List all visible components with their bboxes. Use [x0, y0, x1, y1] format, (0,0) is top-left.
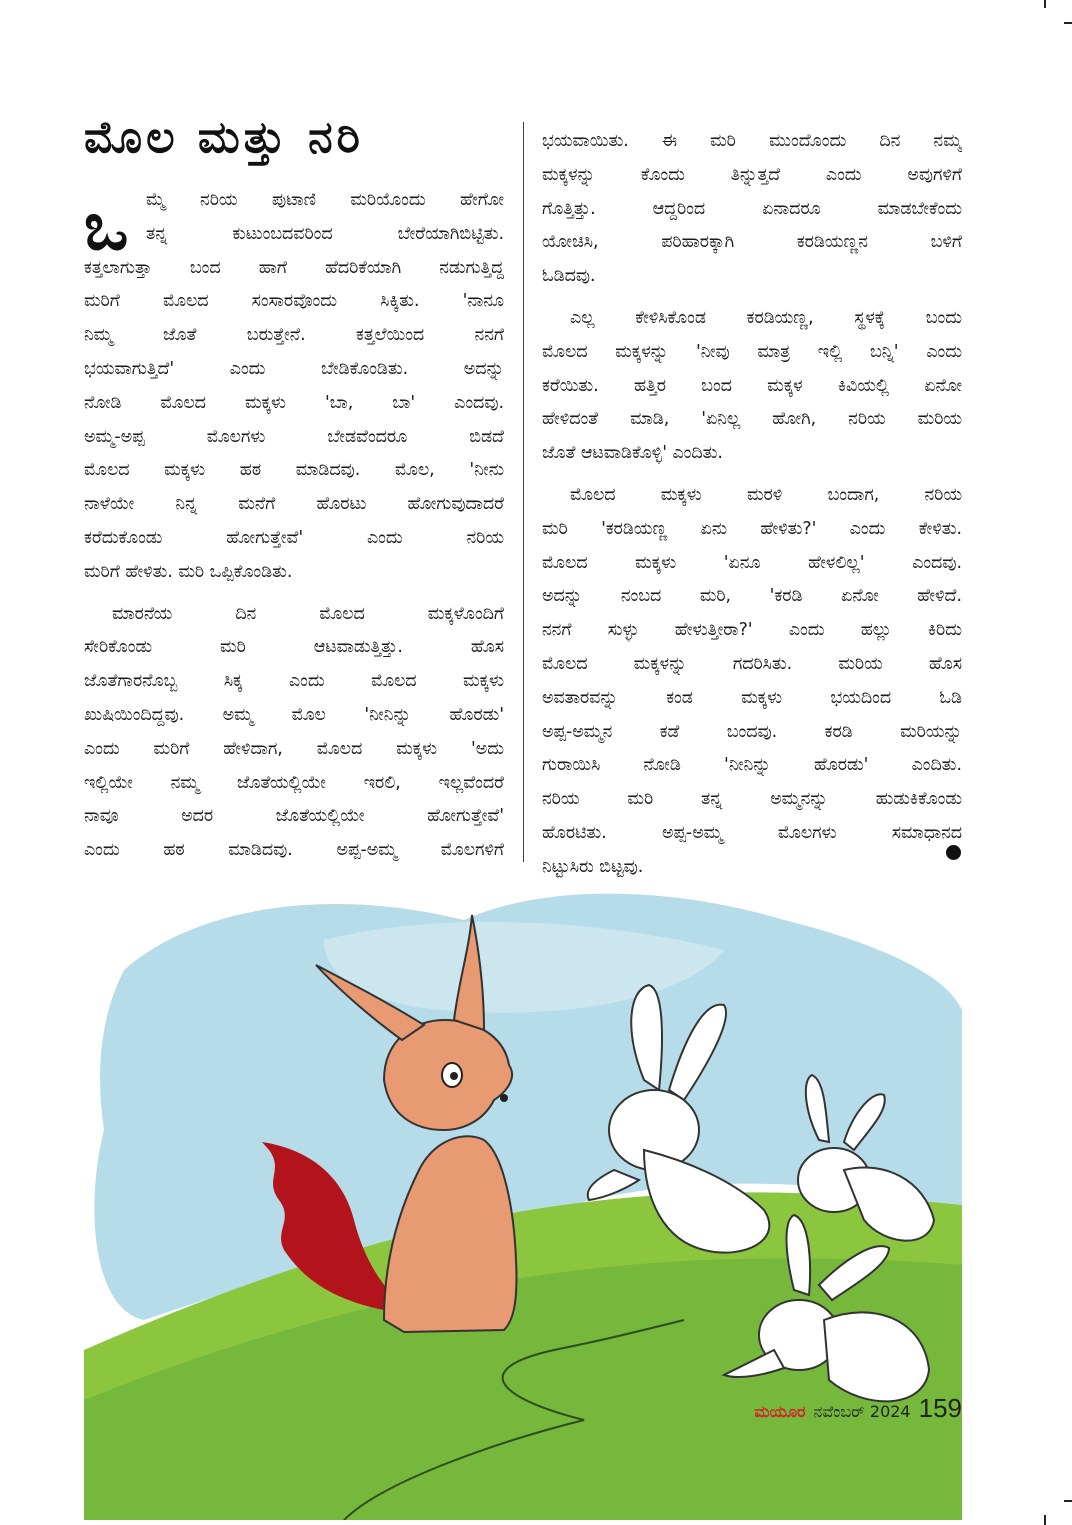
text-line: ತನ್ನ ಕುಟುಂಬದವರಿಂದ ಬೇರೆಯಾಗಿಬಿಟ್ಟಿತು. [146, 223, 504, 244]
crop-mark [1044, 0, 1046, 8]
crop-mark [1064, 22, 1072, 24]
issue-date: ನವೆಂಬರ್ 2024 [813, 1402, 911, 1421]
fox-pupil [450, 1072, 458, 1080]
text-line: ಮರಿ 'ಕರಡಿಯಣ್ಣ ಏನು ಹೇಳಿತು?' ಎಂದು ಕೇಳಿತು. [542, 518, 962, 539]
text-line: ಅಪ್ಪ-ಅಮ್ಮನ ಕಡೆ ಬಂದವು. ಕರಡಿ ಮರಿಯನ್ನು [542, 721, 962, 742]
text-line: ನಿಮ್ಮ ಜೊತೆ ಬರುತ್ತೇನೆ. ಕತ್ತಲೆಯಿಂದ ನನಗೆ [84, 325, 504, 346]
text-line: ಇಲ್ಲಿಯೇ ನಮ್ಮ ಜೊತೆಯಲ್ಲಿಯೇ ಇರಲಿ, ಇಲ್ಲವೆಂದರೆ [84, 772, 504, 793]
page-footer [754, 1393, 962, 1424]
text-line: ಜೊತೆಗಾರನೊಬ್ಬ ಸಿಕ್ಕ ಎಂದು ಮೊಲದ ಮಕ್ಕಳು [84, 671, 504, 692]
text-line: ಓಡಿದವು. [542, 266, 596, 287]
text-line: ಯೋಚಿಸಿ, ಪರಿಹಾರಕ್ಕಾಗಿ ಕರಡಿಯಣ್ಣನ ಬಳಿಗೆ [542, 232, 962, 253]
text-line: ಮೊಲದ ಮಕ್ಕಳು 'ಏನೂ ಹೇಳಲಿಲ್ಲ' ಎಂದವು. [542, 552, 962, 573]
text-line: ಮಕ್ಕಳನ್ನು ಕೊಂದು ತಿನ್ನುತ್ತದೆ ಎಂದು ಅವುಗಳಿಗೆ [542, 164, 962, 185]
text-line: ಮೊಲದ ಮಕ್ಕಳು ಹಠ ಮಾಡಿದವು. ಮೊಲ, 'ನೀನು [84, 460, 504, 481]
page-number: 159 [918, 1393, 962, 1423]
magazine-name: ಮಯೂರ [754, 1402, 806, 1421]
text-line: ಖುಷಿಯಿಂದಿದ್ದವು. ಅಮ್ಮ ಮೊಲ 'ನೀನಿನ್ನು ಹೊರಡು' [84, 704, 504, 725]
text-line: ಹೊರಟಿತು. ಅಪ್ಪ-ಅಮ್ಮ ಮೊಲಗಳು ಸಮಾಧಾನದ [542, 822, 962, 843]
text-line: ಹೇಳಿದಂತೆ ಮಾಡಿ, 'ಏನಿಲ್ಲ ಹೋಗಿ, ನರಿಯ ಮರಿಯ [542, 409, 962, 430]
text-line: ಭಯವಾಗುತ್ತಿದೆ' ಎಂದು ಬೇಡಿಕೊಂಡಿತು. ಅದನ್ನು [84, 358, 504, 379]
text-line: ಕರೆಯಿತು. ಹತ್ತಿರ ಬಂದ ಮಕ್ಕಳ ಕಿವಿಯಲ್ಲಿ ಏನೋ [542, 375, 962, 396]
text-line: ಮರಿಗೆ ಮೊಲದ ಸಂಸಾರವೊಂದು ಸಿಕ್ಕಿತು. 'ನಾನೂ [84, 291, 504, 312]
text-line: ಭಯವಾಯಿತು. ಈ ಮರಿ ಮುಂದೊಂದು ದಿನ ನಮ್ಮ [542, 131, 962, 151]
text-line: ನಿಟ್ಟುಸಿರು ಬಿಟ್ಟವು. [542, 856, 644, 877]
text-line: ಕತ್ತಲಾಗುತ್ತಾ ಬಂದ ಹಾಗೆ ಹೆದರಿಕೆಯಾಗಿ ನಡುಗುತ್ತಿದ್ದ [84, 257, 504, 278]
text-line: ಮೊಲದ ಮಕ್ಕಳನ್ನು ಗದರಿಸಿತು. ಮರಿಯ ಹೊಸ [542, 653, 962, 674]
text-line: ನಾಳೆಯೇ ನಿನ್ನ ಮನೆಗೆ ಹೊರಟು ಹೋಗುವುದಾದರೆ [84, 494, 504, 515]
crop-mark [1064, 1500, 1072, 1502]
text-line: ಅವತಾರವನ್ನು ಕಂಡ ಮಕ್ಕಳು ಭಯದಿಂದ ಓಡಿ [542, 687, 962, 708]
text-line: ಸೇರಿಕೊಂಡು ಮರಿ ಆಟವಾಡುತ್ತಿತ್ತು. ಹೊಸ [84, 637, 504, 658]
text-line: ಮರಿಗೆ ಹೇಳಿತು. ಮರಿ ಒಪ್ಪಿಕೊಂಡಿತು. [84, 561, 293, 582]
right-column [542, 125, 962, 885]
text-line: ಮಾರನೆಯ ದಿನ ಮೊಲದ ಮಕ್ಕಳೊಂದಿಗೆ [112, 603, 504, 624]
crop-mark [1044, 1515, 1046, 1525]
text-line: ನನಗೆ ಸುಳ್ಳು ಹೇಳುತ್ತೀರಾ?' ಎಂದು ಹಲ್ಲು ಕಿರಿದು [542, 620, 962, 641]
text-line: ನರಿಯ ಮರಿ ತನ್ನ ಅಮ್ಮನನ್ನು ಹುಡುಕಿಕೊಂಡು [542, 789, 962, 810]
text-line: ಗೊತ್ತಿತ್ತು. ಆದ್ದರಿಂದ ಏನಾದರೂ ಮಾಡಬೇಕೆಂದು [542, 198, 962, 219]
text-line: ಜೊತೆ ಆಟವಾಡಿಕೊಳ್ಳಿ' ಎಂದಿತು. [542, 443, 723, 464]
text-line: ನೋಡಿ ಮೊಲದ ಮಕ್ಕಳು 'ಬಾ, ಬಾ' ಎಂದವು. [84, 392, 504, 413]
text-line: ಮ್ಮೆ ನರಿಯ ಪುಟಾಣಿ ಮರಿಯೊಂದು ಹೇಗೋ [146, 190, 504, 210]
drop-cap: ಒ [84, 188, 129, 265]
end-mark [946, 845, 961, 860]
text-line: ಅದನ್ನು ನಂಬದ ಮರಿ, 'ಕರಡಿ ಏನೋ ಹೇಳಿದೆ. [542, 586, 962, 607]
text-line: ಎಲ್ಲ ಕೇಳಿಸಿಕೊಂಡ ಕರಡಿಯಣ್ಣ, ಸ್ಥಳಕ್ಕೆ ಬಂದು [570, 307, 962, 328]
text-line: ಗುರಾಯಿಸಿ ನೋಡಿ 'ನೀನಿನ್ನು ಹೊರಡು' ಎಂದಿತು. [542, 755, 962, 776]
text-line: ಅಮ್ಮ-ಅಪ್ಪ ಮೊಲಗಳು ಬೇಡವೆಂದರೂ ಬಿಡದೆ [84, 426, 504, 447]
text-line: ಮೊಲದ ಮಕ್ಕಳು ಮರಳಿ ಬಂದಾಗ, ನರಿಯ [570, 484, 962, 505]
story-illustration [84, 880, 962, 1520]
text-line: ಮೊಲದ ಮಕ್ಕಳನ್ನು 'ನೀವು ಮಾತ್ರ ಇಲ್ಲಿ ಬನ್ನಿ' ಎಂದು [542, 341, 962, 362]
fox-nose [500, 1094, 508, 1102]
text-line: ಎಂದು ಹಠ ಮಾಡಿದವು. ಅಪ್ಪ-ಅಮ್ಮ ಮೊಲಗಳಿಗೆ [84, 840, 504, 861]
left-column [84, 184, 504, 868]
article-title: ಮೊಲ ಮತ್ತು ನರಿ [84, 112, 364, 163]
text-line: ನಾವೂ ಅದರ ಜೊತೆಯಲ್ಲಿಯೇ ಹೋಗುತ್ತೇವೆ' [84, 806, 504, 827]
text-line: ಕರೆದುಕೊಂಡು ಹೋಗುತ್ತೇವೆ' ಎಂದು ನರಿಯ [84, 527, 504, 548]
column-divider [523, 122, 524, 862]
text-line: ಎಂದು ಮರಿಗೆ ಹೇಳಿದಾಗ, ಮೊಲದ ಮಕ್ಕಳು 'ಅದು [84, 738, 504, 759]
